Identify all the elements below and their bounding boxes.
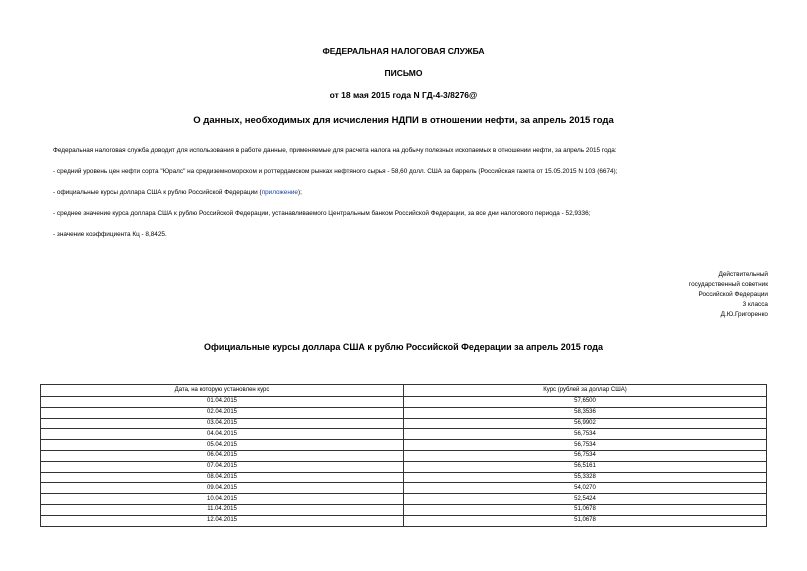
date-cell: 10.04.2015	[41, 494, 404, 505]
rate-cell: 55,3328	[404, 472, 767, 483]
table-row	[41, 397, 767, 408]
table-row	[41, 418, 767, 429]
signature-line: Действительный	[718, 271, 768, 278]
rate-cell: 56,7534	[404, 450, 767, 461]
document-type: ПИСЬМО	[384, 68, 423, 78]
table-header-row	[41, 385, 767, 397]
table-row	[41, 483, 767, 494]
rate-cell: 51,0678	[404, 515, 767, 526]
table-row	[41, 515, 767, 526]
signature-line: государственный советник	[688, 281, 768, 288]
item-average-rate: - среднее значение курса доллара США к рублю Российской Федерации, устанавливаемого Центральным банком Российской Федерации, за все дни налогового периода - 52,9336;	[53, 210, 591, 217]
table-row	[41, 504, 767, 515]
table-row	[41, 440, 767, 451]
rate-cell: 52,5424	[404, 494, 767, 505]
rate-cell: 58,3536	[404, 407, 767, 418]
rate-cell: 56,7534	[404, 440, 767, 451]
appendix-link[interactable]: приложение	[261, 189, 298, 196]
document-subject: О данных, необходимых для исчисления НДПИ в отношении нефти, за апрель 2015 года	[193, 115, 614, 126]
signature-line: 3 класса	[742, 301, 768, 308]
table-title: Официальные курсы доллара США к рублю Российской Федерации за апрель 2015 года	[203, 342, 603, 352]
table-row	[41, 429, 767, 440]
intro-paragraph: Федеральная налоговая служба доводит для использования в работе данные, применяемые для расчета налога на добычу полезных ископаемых в отношении нефти, за апрель 2015 года:	[53, 147, 617, 154]
date-cell: 03.04.2015	[41, 418, 404, 429]
table-row	[41, 494, 767, 505]
date-cell: 08.04.2015	[41, 472, 404, 483]
rate-cell: 54,0270	[404, 483, 767, 494]
signatory-name: Д.Ю.Григоренко	[720, 311, 768, 318]
table-row	[41, 450, 767, 461]
date-cell: 02.04.2015	[41, 407, 404, 418]
item-exchange-rates	[53, 189, 302, 196]
date-cell: 11.04.2015	[41, 504, 404, 515]
rate-cell: 56,5161	[404, 461, 767, 472]
signature-line: Российской Федерации	[698, 291, 768, 298]
rate-cell: 56,9902	[404, 418, 767, 429]
table-row	[41, 407, 767, 418]
rate-cell: 57,6500	[404, 397, 767, 408]
date-cell: 01.04.2015	[41, 397, 404, 408]
signature-block	[689, 270, 768, 320]
date-cell: 07.04.2015	[41, 461, 404, 472]
date-cell: 04.04.2015	[41, 429, 404, 440]
date-cell: 05.04.2015	[41, 440, 404, 451]
item-oil-price: - средний уровень цен нефти сорта "Юралс" на средиземноморском и роттердамском рынках нефтяного сырья - 58,60 долл. США за баррель (Российская газета от 15.05.2015 N 103 (6674);	[53, 168, 618, 175]
item-exchange-rates-suffix: );	[297, 189, 302, 196]
organization-title: ФЕДЕРАЛЬНАЯ НАЛОГОВАЯ СЛУЖБА	[322, 46, 485, 56]
date-cell: 12.04.2015	[41, 515, 404, 526]
date-cell: 06.04.2015	[41, 450, 404, 461]
exchange-rate-table	[40, 384, 767, 527]
column-header-rate: Курс (рублей за доллар США)	[404, 385, 767, 397]
table-row	[41, 472, 767, 483]
column-header-date: Дата, на которую установлен курс	[41, 385, 404, 397]
date-cell: 09.04.2015	[41, 483, 404, 494]
table-row	[41, 461, 767, 472]
rate-cell: 56,7534	[404, 429, 767, 440]
item-coefficient: - значение коэффициента Кц - 8,8425.	[53, 231, 167, 238]
item-exchange-rates-prefix: - официальные курсы доллара США к рублю Российской Федерации (	[53, 189, 262, 196]
document-number: от 18 мая 2015 года N ГД-4-3/8276@	[329, 90, 478, 100]
rate-cell: 51,0678	[404, 504, 767, 515]
